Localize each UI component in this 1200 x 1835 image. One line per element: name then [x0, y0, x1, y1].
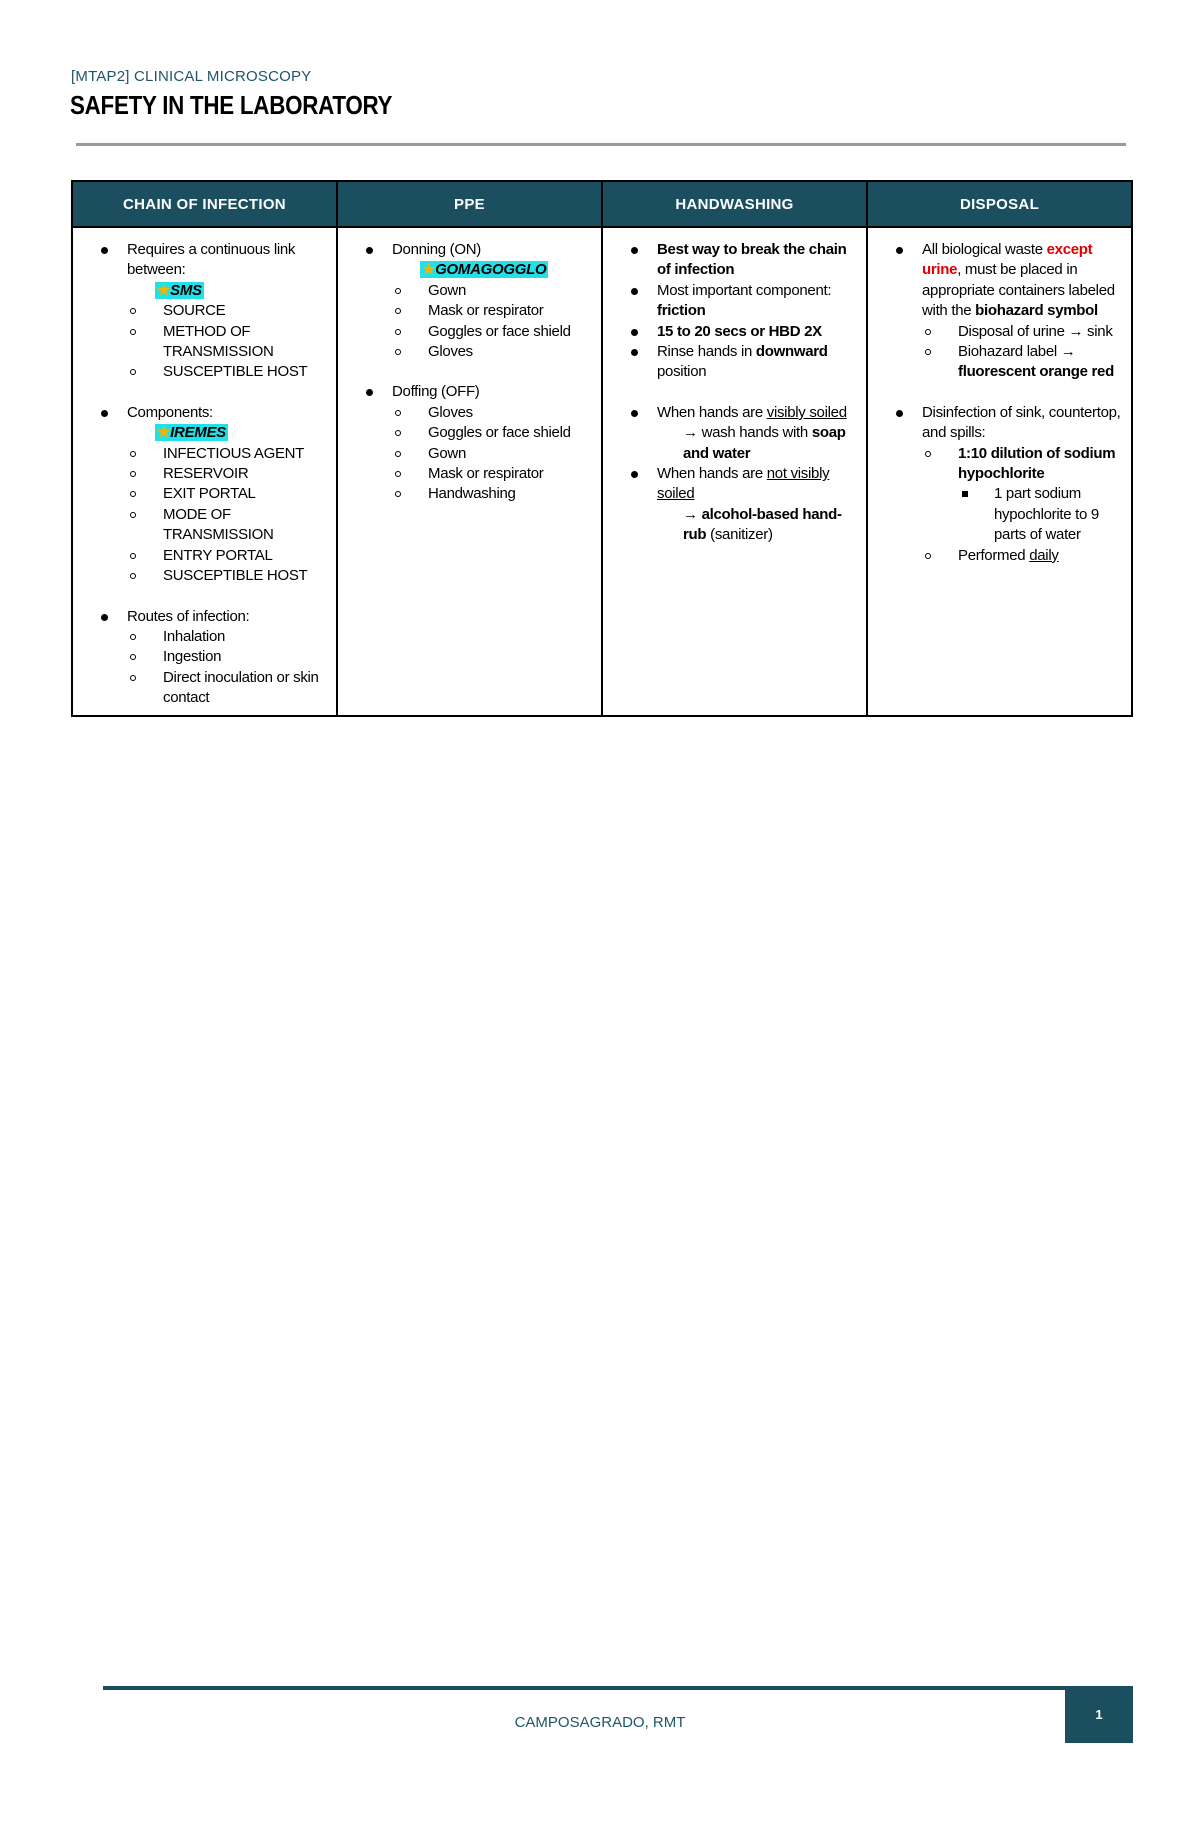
- mnemonic-iremes: [127, 423, 328, 443]
- header-disposal: DISPOSAL: [867, 181, 1132, 227]
- soiled-prefix: When hands are: [657, 403, 767, 421]
- list-item: Goggles or face shield: [392, 322, 593, 342]
- list-item: Goggles or face shield: [392, 423, 593, 443]
- list-item: Mask or respirator: [392, 301, 593, 321]
- cell-disposal: [867, 227, 1132, 716]
- list-item: [611, 240, 858, 281]
- important-bold: friction: [657, 302, 706, 320]
- list-item: [346, 240, 593, 362]
- list-item: Gloves: [392, 342, 593, 362]
- list-item: [611, 342, 858, 383]
- list-item: [346, 382, 593, 504]
- rinse-suffix: position: [657, 363, 707, 381]
- mnemonic-sms: [127, 281, 328, 301]
- list-item: Disposal of urine → sink: [922, 322, 1123, 342]
- notsoiled-bold: alcohol-based hand-rub: [683, 505, 842, 544]
- summary-table: [71, 180, 1133, 717]
- routes-label: Routes of infection:: [127, 607, 250, 625]
- waste-prefix: All biological waste: [922, 241, 1047, 258]
- label-prefix: Biohazard label →: [958, 343, 1076, 361]
- list-item: [81, 403, 328, 587]
- list-item: SOURCE: [127, 301, 328, 321]
- header-ppe: PPE: [337, 181, 602, 227]
- notsoiled-underlined: not visibly soiled: [657, 465, 830, 503]
- list-item: Gown: [392, 444, 593, 464]
- important-prefix: Most important component:: [657, 281, 832, 299]
- list-item: [611, 281, 858, 322]
- list-item: Ingestion: [127, 647, 328, 667]
- footer-divider: [103, 1686, 1065, 1690]
- list-item: Gown: [392, 281, 593, 301]
- document-subtitle: [MTAP2] CLINICAL MICROSCOPY: [71, 68, 312, 85]
- list-item: [922, 444, 1123, 546]
- rinse-bold: downward: [755, 343, 828, 361]
- notsoiled-action: [657, 505, 858, 546]
- table-row: [72, 227, 1132, 716]
- performed-underlined: daily: [1029, 546, 1059, 564]
- best-way-text: Best way to break the chain of infection: [657, 241, 847, 279]
- star-icon: ★: [157, 424, 171, 442]
- soiled-arrow-text: → wash hands with: [683, 424, 812, 442]
- list-item: Direct inoculation or skin contact: [127, 668, 328, 709]
- list-item: Handwashing: [392, 484, 593, 504]
- requires-label: Requires a continuous link between:: [127, 241, 296, 279]
- mnemonic-gomagogglo: [392, 260, 593, 280]
- list-item: Inhalation: [127, 627, 328, 647]
- soiled-bold: soap and water: [683, 424, 846, 462]
- list-item: [611, 403, 858, 464]
- list-item: METHOD OF TRANSMISSION: [127, 322, 328, 363]
- list-item: [922, 546, 1123, 566]
- notsoiled-suffix: (sanitizer): [706, 526, 773, 544]
- header-divider: [76, 143, 1126, 146]
- list-item: [611, 322, 858, 342]
- mnemonic-text: GOMAGOGGLO: [435, 261, 547, 279]
- soiled-underlined: visibly soiled: [766, 403, 847, 421]
- list-item: SUSCEPTIBLE HOST: [127, 566, 328, 586]
- components-label: Components:: [127, 403, 213, 421]
- footer-author: CAMPOSAGRADO, RMT: [514, 1714, 686, 1731]
- header-chain-of-infection: CHAIN OF INFECTION: [72, 181, 337, 227]
- mnemonic-text: SMS: [170, 281, 202, 299]
- header-handwashing: HANDWASHING: [602, 181, 867, 227]
- cell-handwashing: [602, 227, 867, 716]
- list-item: INFECTIOUS AGENT: [127, 444, 328, 464]
- cell-chain-of-infection: [72, 227, 337, 716]
- star-icon: ★: [422, 261, 436, 279]
- list-item: 1 part sodium hypochlorite to 9 parts of water: [958, 484, 1123, 545]
- notsoiled-prefix: When hands are: [657, 465, 767, 483]
- dilution-text: 1:10 dilution of sodium hypochlorite: [958, 444, 1116, 483]
- page-number: 1: [1065, 1686, 1133, 1743]
- soiled-action: [657, 423, 858, 464]
- list-item: [922, 342, 1123, 383]
- list-item: Gloves: [392, 403, 593, 423]
- waste-bold: biohazard symbol: [975, 302, 1098, 320]
- donning-label: Donning (ON): [392, 241, 481, 258]
- list-item: EXIT PORTAL: [127, 484, 328, 504]
- waste-middle: , must be placed in appropriate containers labeled with the: [922, 261, 1115, 320]
- cell-ppe: [337, 227, 602, 716]
- disinfection-label: Disinfection of sink, countertop, and spills:: [922, 403, 1121, 442]
- list-item: [876, 240, 1123, 383]
- table-header-row: [72, 181, 1132, 227]
- list-item: SUSCEPTIBLE HOST: [127, 362, 328, 382]
- list-item: [81, 240, 328, 383]
- list-item: Mask or respirator: [392, 464, 593, 484]
- list-item: MODE OF TRANSMISSION: [127, 505, 328, 546]
- duration-text: 15 to 20 secs or HBD 2X: [657, 322, 822, 340]
- performed-prefix: Performed: [958, 546, 1030, 564]
- page-title: SAFETY IN THE LABORATORY: [70, 90, 393, 120]
- star-icon: ★: [157, 281, 171, 299]
- list-item: [876, 403, 1123, 566]
- list-item: [81, 607, 328, 709]
- waste-exception: except urine: [922, 241, 1093, 279]
- rinse-prefix: Rinse hands in: [657, 343, 756, 361]
- doffing-label: Doffing (OFF): [392, 383, 480, 401]
- list-item: RESERVOIR: [127, 464, 328, 484]
- list-item: [611, 464, 858, 546]
- list-item: ENTRY PORTAL: [127, 546, 328, 566]
- mnemonic-text: IREMES: [170, 424, 226, 442]
- label-bold: fluorescent orange red: [958, 363, 1114, 381]
- notsoiled-arrow-text: →: [683, 505, 702, 523]
